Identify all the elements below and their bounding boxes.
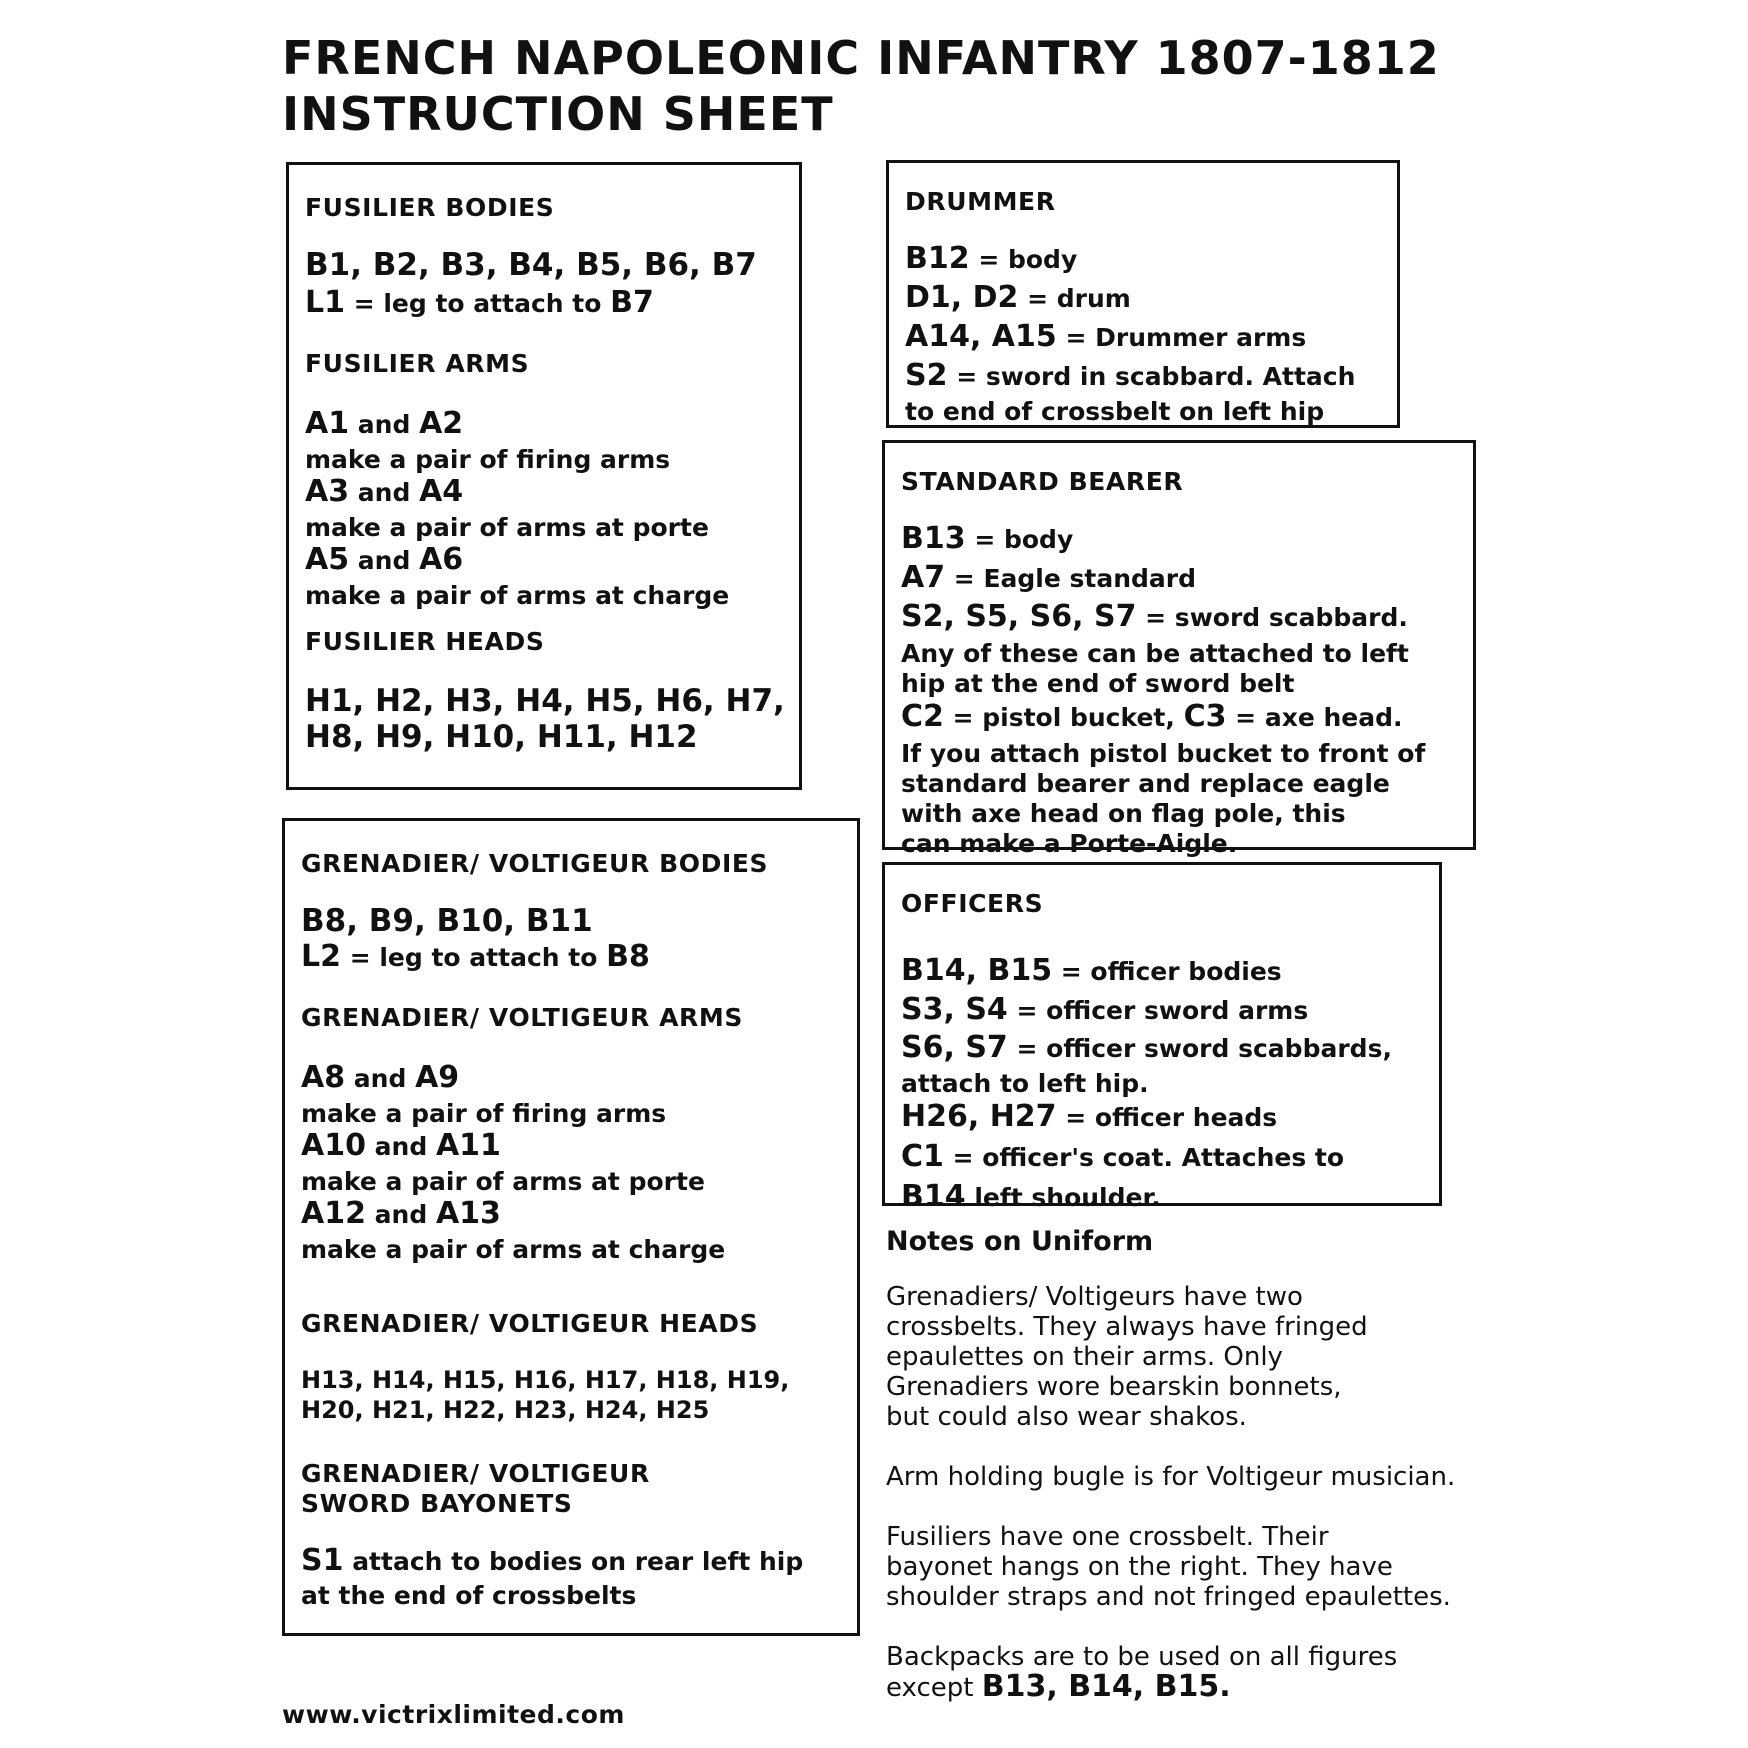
- standard-bearer-box: [882, 440, 1476, 858]
- title-line-1: FRENCH NAPOLEONIC INFANTRY 1807-1812: [282, 31, 1440, 85]
- standard-line-4: Any of these can be attached to left: [901, 639, 1409, 668]
- notes-section: [886, 1226, 1506, 1733]
- fusilier-arm-description: make a pair of firing arms: [305, 445, 671, 474]
- fusilier-bodies-list: B1, B2, B3, B4, B5, B6, B7: [305, 247, 757, 283]
- fusilier-arm-and: and: [349, 546, 420, 575]
- grenadier-arm-code-a: A12: [301, 1196, 366, 1231]
- standard-line-6: [901, 699, 1457, 739]
- officers-line-7-code: B14: [901, 1179, 966, 1214]
- grenadier-arm-code-b: A11: [435, 1128, 501, 1163]
- standard-line-9: with axe head on flag pole, this: [901, 799, 1346, 828]
- standard-line-3: [901, 599, 1457, 639]
- standard-line-1: [901, 521, 1457, 561]
- officers-line-5: [901, 1099, 1423, 1139]
- standard-line-7: If you attach pistol bucket to front of: [901, 739, 1426, 768]
- drummer-line-text: = body: [969, 245, 1078, 274]
- grenadier-bodies-list: B8, B9, B10, B11: [301, 903, 593, 939]
- standard-line-10: can make a Porte-Aigle.: [901, 829, 1238, 858]
- fusilier-leg-line: [305, 285, 783, 325]
- fusilier-heads-heading: FUSILIER HEADS: [305, 627, 545, 656]
- fusilier-arm-code-b: A2: [419, 406, 464, 441]
- fusilier-arm-code-b: A4: [419, 474, 464, 509]
- grenadier-arm-description: make a pair of arms at charge: [301, 1235, 726, 1264]
- fusilier-leg-code: L1: [305, 285, 345, 320]
- grenadier-arm-and: and: [365, 1132, 436, 1161]
- notes-paragraph-1: Grenadiers/ Voltigeurs have two crossbelts. They always have fringed epaulettes on their arms. Only Grenadiers wore bearskin bonnets, but could also wear shakos.: [886, 1282, 1368, 1432]
- fusilier-leg-target: B7: [610, 285, 654, 320]
- officers-line-2-code: S3, S4: [901, 992, 1008, 1027]
- drummer-tail: to end of crossbelt on left hip: [905, 397, 1325, 426]
- grenadier-arm-pair: [301, 1197, 841, 1235]
- notes-paragraph-4: [886, 1642, 1506, 1703]
- standard-line-2-text: = Eagle standard: [945, 564, 1197, 593]
- fusilier-arm-and: and: [349, 478, 420, 507]
- standard-line-3-text: = sword scabbard.: [1136, 603, 1408, 632]
- fusilier-arms-heading: FUSILIER ARMS: [305, 349, 530, 378]
- drummer-lines: [905, 241, 1381, 397]
- title-line-2: INSTRUCTION SHEET: [282, 87, 834, 141]
- grenadier-arm-description: make a pair of firing arms: [301, 1099, 667, 1128]
- fusilier-leg-text: = leg to attach to: [345, 289, 611, 318]
- drummer-line: [905, 241, 1381, 280]
- fusilier-arm-code-a: A1: [305, 406, 350, 441]
- fusilier-arm-code-a: A3: [305, 474, 350, 509]
- standard-line-6-text-2: = axe head.: [1226, 703, 1403, 732]
- grenadier-arm-and: and: [365, 1200, 436, 1229]
- notes-paragraph-3: Fusiliers have one crossbelt. Their bayonet hangs on the right. They have shoulder straps and not fringed epaulettes.: [886, 1522, 1451, 1612]
- grenadier-bayonet-line-2: at the end of crossbelts: [301, 1581, 637, 1610]
- grenadier-arm-code-b: A9: [415, 1060, 460, 1095]
- grenadier-arm-description: make a pair of arms at porte: [301, 1167, 705, 1196]
- fusilier-arm-description: make a pair of arms at porte: [305, 513, 709, 542]
- fusilier-arm-and: and: [349, 410, 420, 439]
- grenadier-leg-line: [301, 939, 841, 979]
- notes-paragraph-4-codes: B13, B14, B15.: [981, 1669, 1231, 1704]
- grenadier-bayonet-heading-2: SWORD BAYONETS: [301, 1489, 573, 1518]
- officers-line-3-code: S6, S7: [901, 1030, 1008, 1065]
- grenadier-arm-code-a: A8: [301, 1060, 346, 1095]
- standard-line-8: standard bearer and replace eagle: [901, 769, 1390, 798]
- drummer-heading: DRUMMER: [905, 187, 1056, 216]
- fusilier-bodies-heading: FUSILIER BODIES: [305, 193, 555, 222]
- standard-line-1-code: B13: [901, 521, 966, 556]
- drummer-box: [886, 160, 1400, 428]
- grenadier-leg-text: = leg to attach to: [341, 943, 607, 972]
- fusilier-box: [286, 162, 802, 790]
- officers-line-7-text: left shoulder.: [965, 1183, 1161, 1212]
- officers-box: [882, 862, 1442, 1214]
- standard-line-6-code-2: C3: [1183, 699, 1227, 734]
- fusilier-arm-pair: [305, 407, 783, 445]
- officers-line-6-code: C1: [901, 1139, 944, 1174]
- officers-line-4: attach to left hip.: [901, 1069, 1149, 1098]
- officers-line-3: [901, 1031, 1423, 1069]
- standard-line-6-text-1: = pistol bucket,: [943, 703, 1184, 732]
- fusilier-arm-pair: [305, 543, 783, 581]
- drummer-line-text: = drum: [1018, 284, 1131, 313]
- grenadier-bayonet-heading-1: GRENADIER/ VOLTIGEUR: [301, 1459, 650, 1488]
- drummer-line: [905, 280, 1381, 319]
- grenadier-leg-target: B8: [606, 939, 650, 974]
- fusilier-arm-description: make a pair of arms at charge: [305, 581, 730, 610]
- drummer-line: [905, 319, 1381, 358]
- fusilier-arm-code-b: A6: [419, 542, 464, 577]
- sheet-title: [282, 30, 1440, 142]
- drummer-line-code: B12: [905, 241, 970, 276]
- grenadier-arm-code-a: A10: [301, 1128, 366, 1163]
- drummer-line-code: D1, D2: [905, 280, 1019, 315]
- officers-line-5-text: = officer heads: [1056, 1103, 1278, 1132]
- standard-line-6-code-1: C2: [901, 699, 944, 734]
- grenadier-bodies-heading: GRENADIER/ VOLTIGEUR BODIES: [301, 849, 769, 878]
- fusilier-heads-line-1: H1, H2, H3, H4, H5, H6, H7,: [305, 683, 785, 719]
- grenadier-arm-code-b: A13: [435, 1196, 501, 1231]
- standard-line-2: [901, 561, 1457, 599]
- notes-paragraph-4-line-1: Backpacks are to be used on all figures: [886, 1642, 1398, 1672]
- notes-heading: Notes on Uniform: [886, 1226, 1154, 1257]
- grenadier-bayonet-code: S1: [301, 1543, 344, 1578]
- standard-line-5: hip at the end of sword belt: [901, 669, 1295, 698]
- fusilier-heads-line-2: H8, H9, H10, H11, H12: [305, 719, 698, 755]
- notes-paragraph-4-except: except: [886, 1673, 982, 1703]
- website-link[interactable]: www.victrixlimited.com: [282, 1700, 625, 1729]
- officers-line-5-code: H26, H27: [901, 1099, 1057, 1134]
- grenadier-arm-pair: [301, 1129, 841, 1167]
- fusilier-arms-list: [305, 407, 783, 611]
- drummer-line-code: S2: [905, 358, 948, 393]
- grenadier-bayonet-line-1: [301, 1545, 841, 1581]
- officers-line-2-text: = officer sword arms: [1007, 996, 1309, 1025]
- grenadier-heads-heading: GRENADIER/ VOLTIGEUR HEADS: [301, 1309, 759, 1338]
- grenadier-box: [282, 818, 860, 1636]
- drummer-line-code: A14, A15: [905, 319, 1057, 354]
- standard-line-2-code: A7: [901, 560, 946, 595]
- drummer-line-text: = sword in scabbard. Attach: [947, 362, 1356, 391]
- grenadier-arms-heading: GRENADIER/ VOLTIGEUR ARMS: [301, 1003, 743, 1032]
- notes-paragraph-2: Arm holding bugle is for Voltigeur musician.: [886, 1462, 1456, 1492]
- grenadier-leg-code: L2: [301, 939, 341, 974]
- grenadier-heads-line-1: H13, H14, H15, H16, H17, H18, H19,: [301, 1366, 790, 1394]
- standard-line-3-code: S2, S5, S6, S7: [901, 599, 1137, 634]
- officers-line-6-text: = officer's coat. Attaches to: [943, 1143, 1345, 1172]
- officers-line-6: [901, 1139, 1423, 1179]
- grenadier-arm-and: and: [345, 1064, 416, 1093]
- officers-line-1-code: B14, B15: [901, 953, 1053, 988]
- fusilier-arm-code-a: A5: [305, 542, 350, 577]
- standard-heading: STANDARD BEARER: [901, 467, 1184, 496]
- grenadier-arm-pair: [301, 1061, 841, 1099]
- officers-line-1-text: = officer bodies: [1052, 957, 1282, 986]
- drummer-line: [905, 358, 1381, 397]
- drummer-line-text: = Drummer arms: [1056, 323, 1307, 352]
- officers-line-1: [901, 953, 1423, 993]
- grenadier-bayonet-text-1: attach to bodies on rear left hip: [343, 1547, 804, 1576]
- officers-line-2: [901, 993, 1423, 1031]
- fusilier-arm-pair: [305, 475, 783, 513]
- standard-line-1-text: = body: [965, 525, 1074, 554]
- grenadier-arms-list: [301, 1061, 841, 1265]
- officers-line-3-text: = officer sword scabbards,: [1007, 1034, 1392, 1063]
- officers-line-7: [901, 1179, 1423, 1219]
- grenadier-heads-line-2: H20, H21, H22, H23, H24, H25: [301, 1396, 710, 1424]
- officers-heading: OFFICERS: [901, 889, 1044, 918]
